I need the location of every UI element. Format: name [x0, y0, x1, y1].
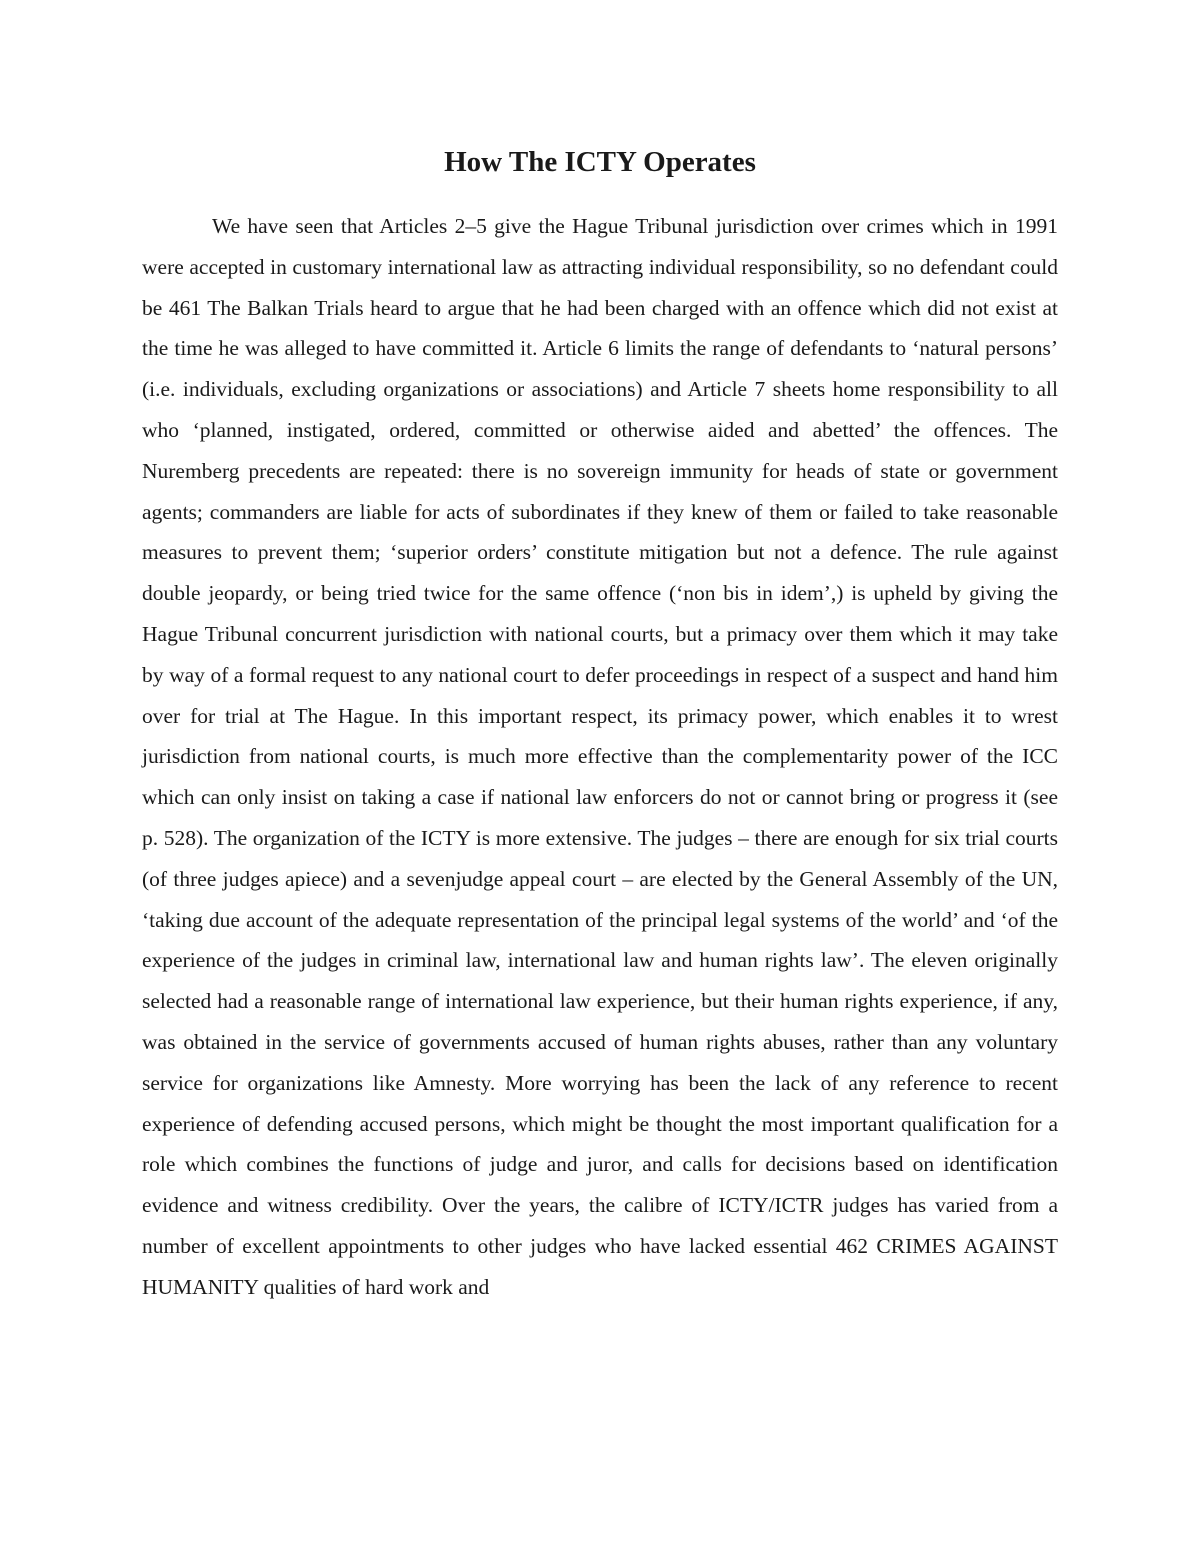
page-title: How The ICTY Operates: [444, 146, 756, 178]
body-paragraph: We have seen that Articles 2–5 give the Hague Tribunal jurisdiction over crimes which in 1991 were accepted in customary international law as attracting individual responsibility, so no defendant could be 461 The Balkan Trials heard to argue that he had been charged with an offence which did not exist at the time he was alleged to have committed it. Article 6 limits the range of defendants to ‘natural persons’ (i.e. individuals, excluding organizations or associations) and Article 7 sheets home responsibility to all who ‘planned, instigated, ordered, committed or otherwise aided and abetted’ the offences. The Nuremberg precedents are repeated: there is no sovereign immunity for heads of state or government agents; commanders are liable for acts of subordinates if they knew of them or failed to take reasonable measures to prevent them; ‘superior orders’ constitute mitigation but not a defence. The rule against double jeopardy, or being tried twice for the same offence (‘non bis in idem’,) is upheld by giving the Hague Tribunal concurrent jurisdiction with national courts, but a primacy over them which it may take by way of a formal request to any national court to defer proceedings in respect of a suspect and hand him over for trial at The Hague. In this important respect, its primacy power, which enables it to wrest jurisdiction from national courts, is much more effective than the complementarity power of the ICC which can only insist on taking a case if national law enforcers do not or cannot bring or progress it (see p. 528). The organization of the ICTY is more extensive. The judges – there are enough for six trial courts (of three judges apiece) and a sevenjudge appeal court – are elected by the General Assembly of the UN, ‘taking due account of the adequate representation of the principal legal systems of the world’ and ‘of the experience of the judges in criminal law, international law and human rights law’. The eleven originally selected had a reasonable range of international law experience, but their human rights experience, if any, was obtained in the service of governments accused of human rights abuses, rather than any voluntary service for organizations like Amnesty. More worrying has been the lack of any reference to recent experience of defending accused persons, which might be thought the most important qualification for a role which combines the functions of judge and juror, and calls for decisions based on identification evidence and witness credibility. Over the years, the calibre of ICTY/ICTR judges has varied from a number of excellent appointments to other judges who have lacked essential 462 CRIMES AGAINST HUMANITY qualities of hard work and: [142, 214, 1058, 1299]
